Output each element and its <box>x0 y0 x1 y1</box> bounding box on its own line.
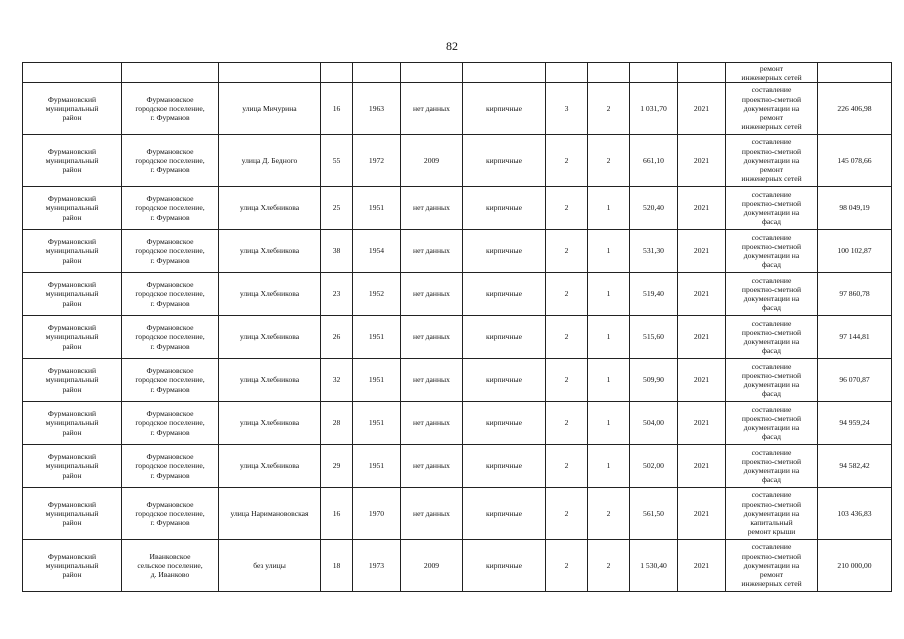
cell-work-line: проектно-сметной <box>741 413 802 423</box>
cell-district <box>23 230 122 273</box>
cell-settlement <box>122 445 219 488</box>
cell-settlement-line: Фурмановское <box>146 409 194 419</box>
cell-plan-year: 2021 <box>678 359 726 402</box>
cell-settlement-line: Иванковское <box>149 551 191 561</box>
cell-district-line: район <box>62 255 82 265</box>
cell-year-built: 1973 <box>353 540 401 592</box>
cell-settlement <box>122 488 219 540</box>
cell-year-repair: нет данных <box>401 402 463 445</box>
cell-floors: 2 <box>546 359 588 402</box>
cell-district <box>23 445 122 488</box>
cell-empty <box>630 63 678 83</box>
cell-street: улица Хлебникова <box>219 187 321 230</box>
cell-work-line: документации на <box>743 508 800 518</box>
cell-year-built: 1951 <box>353 359 401 402</box>
cell-house-number: 28 <box>321 402 353 445</box>
cell-work-line: фасад <box>762 303 781 313</box>
cell-floors: 2 <box>546 402 588 445</box>
cell-work-line: документации на <box>743 155 800 165</box>
cell-settlement <box>122 135 219 187</box>
cell-district-line: муниципальный <box>45 560 99 570</box>
cell-district-line: Фурмановский <box>47 94 97 104</box>
cell-year-repair: нет данных <box>401 187 463 230</box>
cell-cost: 98 049,19 <box>818 187 892 230</box>
cell-work <box>726 445 818 488</box>
cell-plan-year: 2021 <box>678 273 726 316</box>
cell-year-built: 1951 <box>353 187 401 230</box>
cell-settlement-line: городское поселение, <box>135 508 205 518</box>
cell-work-line: документации на <box>743 380 800 389</box>
cell-street: улица Хлебникова <box>219 359 321 402</box>
cell-district-line: район <box>62 384 82 394</box>
cell-district-line: район <box>62 470 82 480</box>
cell-work-line: фасад <box>762 346 781 356</box>
cell-district <box>23 135 122 187</box>
cell-district-line: район <box>62 341 82 351</box>
cell-work-line: проектно-сметной <box>741 370 802 380</box>
cell-wall-material: кирпичные <box>463 359 546 402</box>
cell-area: 515,60 <box>630 316 678 359</box>
cell-work-line: ремонт <box>759 570 784 580</box>
housing-register-table <box>22 62 892 592</box>
cell-street: улица Мичурина <box>219 83 321 135</box>
cell-work-line: составление <box>751 275 792 285</box>
cell-work-line: проектно-сметной <box>741 198 802 208</box>
cell-work-line: документации на <box>743 560 800 570</box>
cell-house-number: 29 <box>321 445 353 488</box>
cell-settlement-line: городское поселение, <box>135 418 205 428</box>
cell-wall-material: кирпичные <box>463 230 546 273</box>
table-row <box>23 273 892 316</box>
cell-year-repair: 2009 <box>401 540 463 592</box>
cell-work-line: проектно-сметной <box>741 499 802 509</box>
work-line: ремонт <box>759 63 784 73</box>
cell-district-line: муниципальный <box>45 155 99 165</box>
cell-settlement-line: городское поселение, <box>135 461 205 471</box>
cell-entrances: 1 <box>588 445 630 488</box>
register-body <box>23 63 892 592</box>
cell-settlement-line: городское поселение, <box>135 203 205 213</box>
cell-year-built: 1951 <box>353 316 401 359</box>
cell-area: 531,30 <box>630 230 678 273</box>
cell-work <box>726 273 818 316</box>
cell-district <box>23 273 122 316</box>
cell-settlement-line: городское поселение, <box>135 155 205 165</box>
cell-district-line: Фурмановский <box>47 237 97 247</box>
cell-settlement-line: Фурмановское <box>146 280 194 290</box>
cell-entrances: 1 <box>588 230 630 273</box>
cell-cost: 103 436,83 <box>818 488 892 540</box>
cell-street: улица Хлебникова <box>219 230 321 273</box>
cell-year-built: 1972 <box>353 135 401 187</box>
cell-wall-material: кирпичные <box>463 187 546 230</box>
cell-wall-material: кирпичные <box>463 402 546 445</box>
cell-settlement-line: городское поселение, <box>135 289 205 299</box>
cell-work <box>726 230 818 273</box>
cell-floors: 2 <box>546 135 588 187</box>
cell-district-line: муниципальный <box>45 203 99 213</box>
cell-work-line: проектно-сметной <box>741 551 802 561</box>
cell-work-line: проектно-сметной <box>741 327 802 337</box>
cell-settlement <box>122 273 219 316</box>
cell-settlement-line: Фурмановское <box>146 146 194 156</box>
cell-year-repair: 2009 <box>401 135 463 187</box>
cell-year-built: 1951 <box>353 402 401 445</box>
cell-wall-material: кирпичные <box>463 540 546 592</box>
cell-empty <box>588 63 630 83</box>
cell-empty <box>463 63 546 83</box>
cell-empty <box>818 63 892 83</box>
cell-district-line: муниципальный <box>45 289 99 299</box>
cell-cost: 96 070,87 <box>818 359 892 402</box>
cell-house-number: 16 <box>321 83 353 135</box>
cell-work <box>726 63 818 83</box>
cell-year-built: 1951 <box>353 445 401 488</box>
table-row <box>23 402 892 445</box>
table-row <box>23 135 892 187</box>
cell-district <box>23 402 122 445</box>
cell-settlement-line: г. Фурманов <box>150 341 190 351</box>
cell-area: 519,40 <box>630 273 678 316</box>
cell-work-line: документации на <box>743 294 800 303</box>
cell-district <box>23 83 122 135</box>
cell-year-built: 1970 <box>353 488 401 540</box>
cell-work-line: фасад <box>762 217 781 227</box>
cell-settlement <box>122 402 219 445</box>
cell-settlement-line: Фурмановское <box>146 452 194 462</box>
cell-district-line: муниципальный <box>45 103 99 113</box>
cell-settlement <box>122 316 219 359</box>
cell-empty <box>353 63 401 83</box>
cell-work-line: ремонт <box>759 113 784 123</box>
cell-work-line: инженерных сетей <box>741 579 802 589</box>
cell-entrances: 1 <box>588 402 630 445</box>
cell-district <box>23 316 122 359</box>
cell-district-line: Фурмановский <box>47 146 97 156</box>
cell-street: без улицы <box>219 540 321 592</box>
cell-settlement-line: г. Фурманов <box>150 255 190 265</box>
cell-cost: 145 078,66 <box>818 135 892 187</box>
cell-plan-year: 2021 <box>678 83 726 135</box>
cell-work-line: документации на <box>743 423 800 432</box>
cell-settlement-line: г. Фурманов <box>150 384 190 394</box>
cell-area: 1 530,40 <box>630 540 678 592</box>
cell-wall-material: кирпичные <box>463 83 546 135</box>
cell-district-line: район <box>62 212 82 222</box>
cell-plan-year: 2021 <box>678 540 726 592</box>
cell-house-number: 18 <box>321 540 353 592</box>
cell-work-line: фасад <box>762 389 781 399</box>
cell-cost: 94 959,24 <box>818 402 892 445</box>
cell-entrances: 2 <box>588 135 630 187</box>
cell-floors: 2 <box>546 316 588 359</box>
cell-work-line: проектно-сметной <box>741 284 802 294</box>
table-row <box>23 230 892 273</box>
cell-floors: 2 <box>546 273 588 316</box>
cell-work-line: составление <box>751 189 792 199</box>
work-line: инженерных сетей <box>741 72 802 82</box>
cell-street: улица Хлебникова <box>219 445 321 488</box>
cell-cost: 94 582,42 <box>818 445 892 488</box>
cell-settlement-line: г. Фурманов <box>150 470 190 480</box>
cell-house-number: 25 <box>321 187 353 230</box>
cell-year-built: 1952 <box>353 273 401 316</box>
cell-district-line: район <box>62 427 82 437</box>
cell-district <box>23 488 122 540</box>
cell-settlement <box>122 230 219 273</box>
cell-plan-year: 2021 <box>678 230 726 273</box>
cell-floors: 2 <box>546 187 588 230</box>
cell-district-line: Фурмановский <box>47 452 97 462</box>
cell-district-line: район <box>62 165 82 175</box>
cell-settlement <box>122 540 219 592</box>
cell-settlement-line: сельское поселение, <box>137 560 203 570</box>
cell-house-number: 23 <box>321 273 353 316</box>
cell-work-line: документации на <box>743 337 800 346</box>
cell-work <box>726 488 818 540</box>
cell-empty <box>23 63 122 83</box>
table-row <box>23 488 892 540</box>
cell-area: 661,10 <box>630 135 678 187</box>
cell-area: 520,40 <box>630 187 678 230</box>
cell-work <box>726 135 818 187</box>
cell-settlement-line: Фурмановское <box>146 94 194 104</box>
cell-work-line: инженерных сетей <box>741 122 802 132</box>
cell-work-line: составление <box>751 447 792 457</box>
cell-work-line: фасад <box>762 432 781 442</box>
cell-work-line: ремонт крыши <box>747 527 796 537</box>
cell-work <box>726 83 818 135</box>
cell-floors: 2 <box>546 445 588 488</box>
cell-entrances: 1 <box>588 187 630 230</box>
cell-settlement-line: Фурмановское <box>146 323 194 333</box>
cell-year-repair: нет данных <box>401 359 463 402</box>
cell-district-line: Фурмановский <box>47 280 97 290</box>
cell-district-line: Фурмановский <box>47 409 97 419</box>
cell-work-line: документации на <box>743 208 800 217</box>
cell-work <box>726 540 818 592</box>
cell-settlement-line: городское поселение, <box>135 375 205 385</box>
cell-empty <box>122 63 219 83</box>
cell-work-line: составление <box>751 232 792 242</box>
cell-district-line: район <box>62 518 82 528</box>
cell-cost: 97 860,78 <box>818 273 892 316</box>
cell-work-line: составление <box>751 137 792 147</box>
cell-street: улица Нариманововская <box>219 488 321 540</box>
cell-cost: 100 102,87 <box>818 230 892 273</box>
cell-plan-year: 2021 <box>678 187 726 230</box>
cell-empty <box>546 63 588 83</box>
cell-work-line: инженерных сетей <box>741 174 802 184</box>
cell-house-number: 55 <box>321 135 353 187</box>
cell-work <box>726 359 818 402</box>
cell-settlement-line: г. Фурманов <box>150 212 190 222</box>
cell-wall-material: кирпичные <box>463 135 546 187</box>
cell-work-line: фасад <box>762 260 781 270</box>
cell-entrances: 1 <box>588 359 630 402</box>
cell-entrances: 1 <box>588 273 630 316</box>
cell-district <box>23 540 122 592</box>
cell-house-number: 26 <box>321 316 353 359</box>
table-row <box>23 540 892 592</box>
cell-work-line: составление <box>751 404 792 414</box>
cell-entrances: 2 <box>588 540 630 592</box>
table-row <box>23 187 892 230</box>
table-row <box>23 359 892 402</box>
cell-work-line: фасад <box>762 475 781 485</box>
cell-settlement-line: городское поселение, <box>135 332 205 342</box>
cell-district-line: район <box>62 570 82 580</box>
cell-house-number: 32 <box>321 359 353 402</box>
cell-work <box>726 316 818 359</box>
cell-empty <box>401 63 463 83</box>
cell-settlement-line: г. Фурманов <box>150 518 190 528</box>
cell-work-line: документации на <box>743 466 800 475</box>
cell-settlement-line: г. Фурманов <box>150 165 190 175</box>
cell-area: 502,00 <box>630 445 678 488</box>
cell-street: улица Хлебникова <box>219 316 321 359</box>
cell-floors: 3 <box>546 83 588 135</box>
cell-empty <box>321 63 353 83</box>
cell-settlement-line: Фурмановское <box>146 366 194 376</box>
cell-area: 1 031,70 <box>630 83 678 135</box>
cell-house-number: 16 <box>321 488 353 540</box>
cell-cost: 226 406,98 <box>818 83 892 135</box>
cell-floors: 2 <box>546 488 588 540</box>
cell-work-line: составление <box>751 542 792 552</box>
cell-district-line: район <box>62 113 82 123</box>
cell-district-line: муниципальный <box>45 375 99 385</box>
cell-street: улица Хлебникова <box>219 402 321 445</box>
cell-settlement-line: г. Фурманов <box>150 113 190 123</box>
cell-settlement <box>122 187 219 230</box>
cell-settlement <box>122 359 219 402</box>
cell-settlement-line: Фурмановское <box>146 237 194 247</box>
cell-year-repair: нет данных <box>401 445 463 488</box>
cell-plan-year: 2021 <box>678 402 726 445</box>
cell-empty <box>219 63 321 83</box>
cell-year-repair: нет данных <box>401 230 463 273</box>
cell-district-line: район <box>62 298 82 308</box>
cell-street: улица Хлебникова <box>219 273 321 316</box>
cell-work-line: документации на <box>743 251 800 260</box>
cell-settlement-line: Фурмановское <box>146 194 194 204</box>
cell-work-line: проектно-сметной <box>741 241 802 251</box>
cell-wall-material: кирпичные <box>463 488 546 540</box>
cell-work-line: составление <box>751 318 792 328</box>
cell-work-line: проектно-сметной <box>741 94 802 104</box>
cell-settlement-line: городское поселение, <box>135 103 205 113</box>
cell-district-line: Фурмановский <box>47 551 97 561</box>
cell-district-line: Фурмановский <box>47 499 97 509</box>
cell-district-line: Фурмановский <box>47 194 97 204</box>
cell-district-line: муниципальный <box>45 332 99 342</box>
cell-wall-material: кирпичные <box>463 445 546 488</box>
cell-year-repair: нет данных <box>401 83 463 135</box>
cell-district-line: муниципальный <box>45 246 99 256</box>
cell-district <box>23 359 122 402</box>
cell-settlement-line: г. Фурманов <box>150 427 190 437</box>
cell-area: 504,00 <box>630 402 678 445</box>
cell-plan-year: 2021 <box>678 135 726 187</box>
cell-work-line: составление <box>751 85 792 95</box>
cell-street: улица Д. Бедного <box>219 135 321 187</box>
cell-year-built: 1954 <box>353 230 401 273</box>
cell-district-line: муниципальный <box>45 418 99 428</box>
cell-plan-year: 2021 <box>678 445 726 488</box>
cell-district <box>23 187 122 230</box>
continued-row <box>23 63 892 83</box>
cell-year-repair: нет данных <box>401 488 463 540</box>
cell-work-line: составление <box>751 361 792 371</box>
cell-year-repair: нет данных <box>401 273 463 316</box>
cell-district-line: муниципальный <box>45 508 99 518</box>
cell-area: 561,50 <box>630 488 678 540</box>
cell-work <box>726 187 818 230</box>
cell-settlement-line: д. Иванково <box>150 570 190 580</box>
cell-floors: 2 <box>546 540 588 592</box>
cell-cost: 97 144,81 <box>818 316 892 359</box>
cell-settlement-line: городское поселение, <box>135 246 205 256</box>
cell-house-number: 38 <box>321 230 353 273</box>
cell-plan-year: 2021 <box>678 488 726 540</box>
cell-plan-year: 2021 <box>678 316 726 359</box>
cell-wall-material: кирпичные <box>463 273 546 316</box>
cell-settlement-line: Фурмановское <box>146 499 194 509</box>
cell-work-line: капитальный <box>750 518 793 528</box>
cell-work-line: ремонт <box>759 165 784 175</box>
cell-settlement-line: г. Фурманов <box>150 298 190 308</box>
table-row <box>23 445 892 488</box>
cell-work-line: документации на <box>743 103 800 113</box>
cell-work-line: составление <box>751 490 792 500</box>
cell-work-line: проектно-сметной <box>741 146 802 156</box>
table-row <box>23 316 892 359</box>
cell-year-repair: нет данных <box>401 316 463 359</box>
cell-settlement <box>122 83 219 135</box>
cell-district-line: муниципальный <box>45 461 99 471</box>
cell-year-built: 1963 <box>353 83 401 135</box>
cell-wall-material: кирпичные <box>463 316 546 359</box>
cell-work <box>726 402 818 445</box>
cell-floors: 2 <box>546 230 588 273</box>
cell-entrances: 2 <box>588 83 630 135</box>
page-number: 82 <box>446 39 458 53</box>
table-row <box>23 83 892 135</box>
cell-entrances: 1 <box>588 316 630 359</box>
cell-district-line: Фурмановский <box>47 323 97 333</box>
cell-district-line: Фурмановский <box>47 366 97 376</box>
cell-cost: 210 000,00 <box>818 540 892 592</box>
cell-entrances: 2 <box>588 488 630 540</box>
cell-area: 509,90 <box>630 359 678 402</box>
cell-empty <box>678 63 726 83</box>
cell-work-line: проектно-сметной <box>741 456 802 466</box>
